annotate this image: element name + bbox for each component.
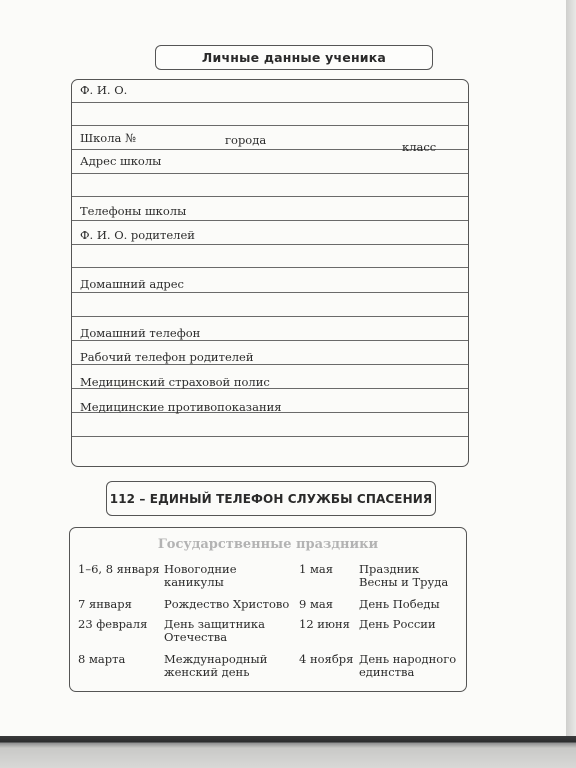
holiday-date: 4 ноября (299, 652, 354, 666)
holiday-name: Международный женский день (164, 652, 268, 679)
holiday-date: 9 мая (299, 597, 334, 611)
label-parents-work-phone: Рабочий телефон родителей (80, 350, 254, 364)
holiday-name: Новогодние каникулы (164, 562, 237, 589)
form-line (72, 340, 468, 341)
holiday-date: 8 марта (78, 652, 126, 666)
holiday-date: 12 июня (299, 617, 350, 631)
label-city: города (225, 133, 267, 147)
label-parents-fio: Ф. И. О. родителей (80, 228, 195, 242)
cover-edge (566, 0, 576, 768)
label-home-phone: Домашний телефон (80, 326, 201, 340)
form-line (72, 244, 468, 245)
form-line (72, 220, 468, 221)
label-fio: Ф. И. О. (80, 83, 128, 97)
student-data-form (71, 79, 469, 467)
form-line (72, 196, 468, 197)
form-line (72, 292, 468, 293)
form-line (72, 125, 468, 126)
form-line (72, 364, 468, 365)
form-line (72, 267, 468, 268)
emergency-phone-box (106, 481, 436, 516)
label-grade: класс (402, 140, 437, 154)
section-title-box (155, 45, 433, 70)
section-title: Личные данные ученика (201, 50, 387, 65)
emergency-phone-text: 112 – ЕДИНЫЙ ТЕЛЕФОН СЛУЖБЫ СПАСЕНИЯ (109, 491, 433, 506)
label-school-phones: Телефоны школы (80, 204, 187, 218)
holiday-date: 7 января (78, 597, 132, 611)
holidays-title: Государственные праздники (157, 537, 379, 552)
holiday-name: День защитника Отечества (164, 617, 265, 644)
label-school-no: Школа № (80, 131, 136, 145)
form-line (72, 316, 468, 317)
holiday-date: 1–6, 8 января (78, 562, 160, 576)
holiday-name: День Победы (359, 597, 440, 611)
label-school-address: Адрес школы (80, 154, 162, 168)
label-contraindications: Медицинские противопоказания (80, 400, 282, 414)
holiday-name: Праздник Весны и Труда (359, 562, 449, 589)
label-home-address: Домашний адрес (80, 277, 184, 291)
label-insurance-policy: Медицинский страховой полис (80, 375, 270, 389)
holidays-box (69, 527, 467, 692)
form-line (72, 173, 468, 174)
holiday-name: Рождество Христово (164, 597, 290, 611)
holiday-date: 23 февраля (78, 617, 148, 631)
holiday-name: День народного единства (359, 652, 457, 679)
form-line (72, 436, 468, 437)
book-binding (0, 736, 576, 768)
form-line (72, 102, 468, 103)
holiday-name: День России (359, 617, 436, 631)
holiday-date: 1 мая (299, 562, 334, 576)
